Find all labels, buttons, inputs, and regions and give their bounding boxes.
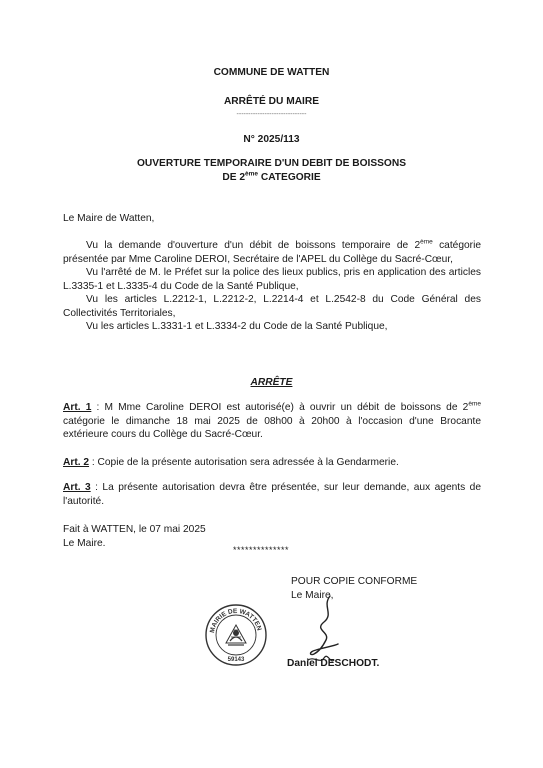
- copie-conforme: POUR COPIE CONFORME: [291, 576, 418, 587]
- mairie-seal-stamp: [204, 603, 268, 667]
- arrete-number: N° 2025/113: [243, 134, 300, 145]
- visa-3: Vu les articles L.2212-1, L.2212-2, L.2214-4 et L.2542-8 du Code Général des Collectivités Territoriales,: [63, 294, 481, 319]
- svg-text:MAIRIE DE WATTEN: MAIRIE DE WATTEN: [209, 607, 263, 634]
- article-2: Art. 2 : Copie de la présente autorisation sera adressée à la Gendarmerie.: [63, 457, 399, 468]
- article-1-label: Art. 1: [63, 402, 92, 413]
- signatory-title: Le Maire.: [63, 538, 106, 549]
- le-maire-label: Le Maire,: [291, 590, 334, 601]
- preamble-visas: [63, 239, 481, 334]
- svg-text:59143: 59143: [227, 657, 245, 663]
- article-3-label: Art. 3: [63, 482, 91, 493]
- subject-line-1: OUVERTURE TEMPORAIRE D'UN DEBIT DE BOISSONS: [136, 158, 407, 169]
- visa-2: Vu l'arrêté de M. le Préfet sur la police des lieux publics, pris en application des articles L.3335-1 et L.3335-4 du Code de la Santé Publique,: [63, 267, 481, 292]
- visa-1: Vu la demande d'ouverture d'un débit de boissons temporaire de 2ème catégorie présentée par Mme Caroline DEROI, Secrétaire de l'APEL du Collège du Sacré-Cœur,: [63, 238, 481, 265]
- header-separator: ------------------------------: [236, 111, 307, 118]
- commune-heading: COMMUNE DE WATTEN: [213, 67, 330, 78]
- signatory-name: Daniel DESCHODT.: [287, 658, 380, 669]
- article-1: Art. 1 : M Mme Caroline DEROI est autorisé(e) à ouvrir un débit de boissons de 2ème catégorie le dimanche 18 mai 2025 de 08h00 à 20h00 à l'occasion d'une Brocante extérieure cours du Collège du Sacré-Cœur.: [63, 400, 481, 440]
- preamble-opening: Le Maire de Watten,: [63, 213, 155, 224]
- decision-title: ARRÊTE: [250, 377, 293, 388]
- article-3: Art. 3 : La présente autorisation devra être présentée, sur leur demande, aux agents de l'autorité.: [63, 482, 482, 507]
- visa-4: Vu les articles L.3331-1 et L.3334-2 du Code de la Santé Publique,: [86, 321, 388, 332]
- stars-separator: **************: [233, 545, 290, 555]
- subject-line-2: DE 2ème CATEGORIE: [222, 170, 321, 183]
- arrete-heading: ARRÊTÉ DU MAIRE: [223, 96, 320, 107]
- place-date: Fait à WATTEN, le 07 mai 2025: [63, 524, 206, 535]
- article-2-label: Art. 2: [63, 457, 90, 468]
